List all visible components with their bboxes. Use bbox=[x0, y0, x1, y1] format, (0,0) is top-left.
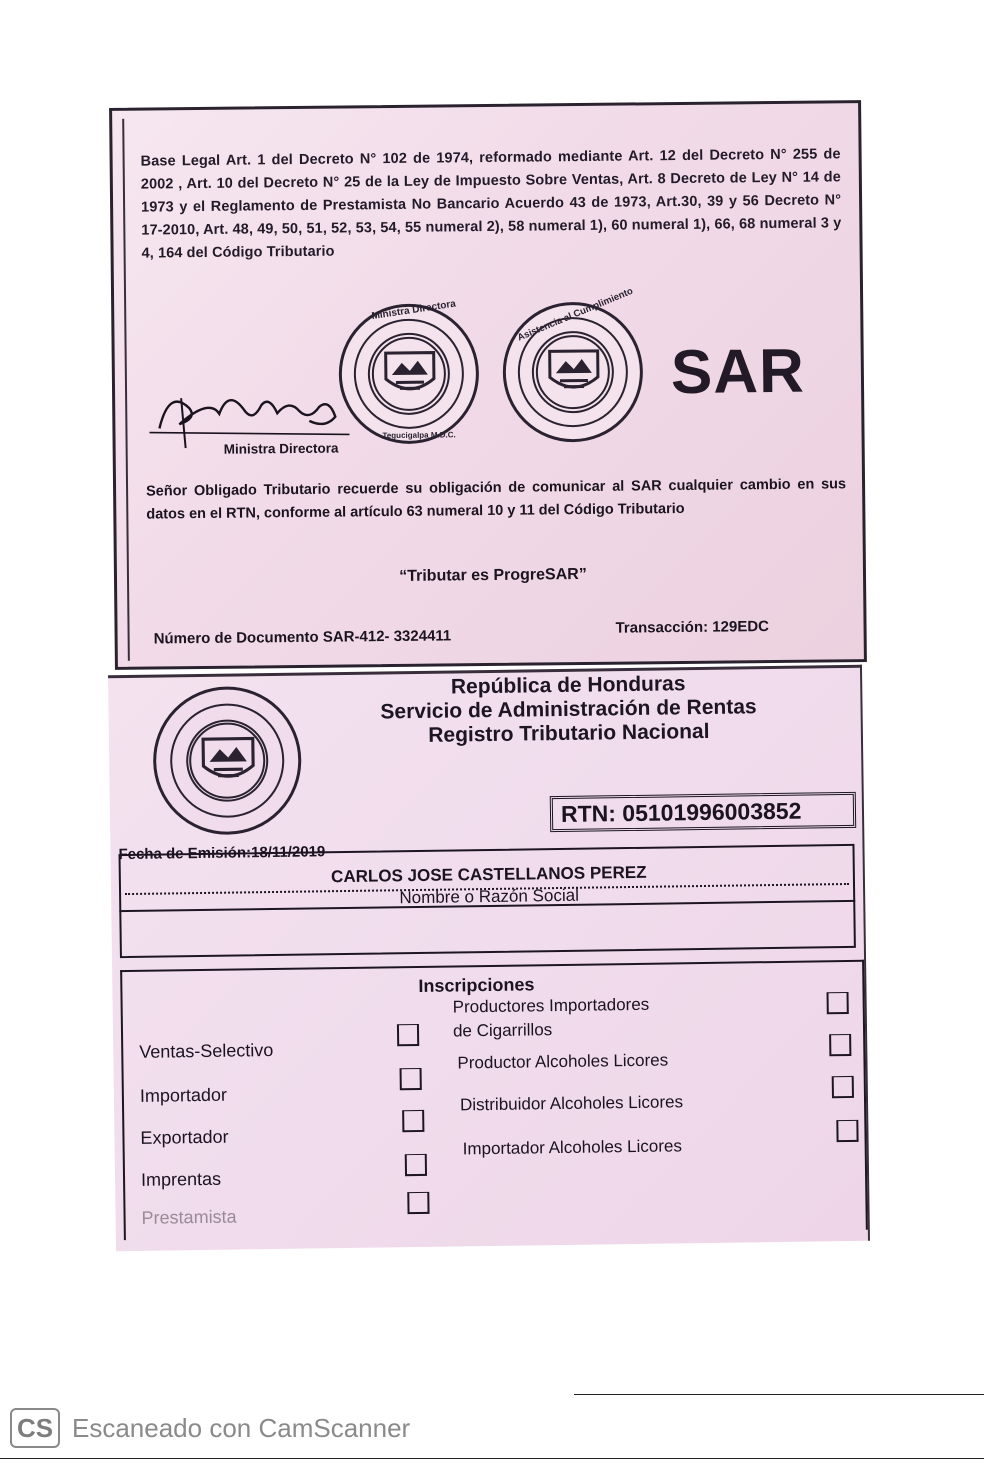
inscription-label: Productores Importadores de Cigarrillos bbox=[452, 994, 650, 1041]
seal-left-bottom-text: Tegucigalpa M.D.C. bbox=[382, 430, 456, 441]
inscription-label: Imprentas bbox=[140, 1168, 222, 1190]
inscriptions-title: Inscripciones bbox=[418, 974, 535, 996]
inscription-label: Distribuidor Alcoholes Licores bbox=[459, 1092, 684, 1115]
rtn-number-box: RTN: 05101996003852 bbox=[550, 792, 856, 832]
inscription-checkbox[interactable] bbox=[405, 1154, 427, 1176]
inscription-label: Exportador bbox=[140, 1126, 229, 1148]
coat-of-arms-emblem bbox=[367, 332, 450, 415]
coat-of-arms-emblem bbox=[531, 331, 614, 414]
inscription-checkbox[interactable] bbox=[829, 1034, 851, 1056]
camscanner-logo: CS bbox=[10, 1408, 60, 1448]
inscription-checkbox[interactable] bbox=[836, 1120, 858, 1142]
sar-institution-seal bbox=[152, 686, 302, 836]
inscription-label: Prestamista bbox=[141, 1206, 237, 1228]
transaction-code: Transacción: 129EDC bbox=[615, 618, 770, 637]
inscription-label: Productor Alcoholes Licores bbox=[457, 1050, 669, 1073]
rtn-card-back bbox=[109, 100, 867, 670]
legal-basis-text: Base Legal Art. 1 del Decreto N° 102 de 1974, reformado mediante Art. 12 del Decreto N° 255 de 2002 , Art. 10 del Decreto N° 25 de la Ley de Impuesto Sobre Ventas, Art. 8 Decreto de Ley N° 14 de 1973 y el Reglamento de Prestamista No Bancario Acuerdo 43 de 1973, Art.30, 39 y 56 Decreto N° 17-2010, Art. 48, 49, 50, 51, 52, 53, 54, 55 numeral 2), 58 numeral 1), 60 numeral 1), 66, 68 numeral 3 y 4, 164 del Código Tributario bbox=[140, 146, 842, 262]
seal-left-top-text: Ministra Directora bbox=[370, 298, 457, 323]
scan-rule-bottom bbox=[0, 1458, 984, 1459]
inscriptions-section bbox=[120, 960, 868, 1240]
header-registry: Registro Tributario Nacional bbox=[428, 719, 710, 747]
header-agency: Servicio de Administración de Rentas bbox=[380, 695, 757, 724]
signature-image bbox=[149, 376, 360, 448]
slogan: “Tributar es ProgreSAR” bbox=[399, 565, 587, 585]
document-number: Número de Documento SAR-412- 3324411 bbox=[153, 627, 452, 648]
seal-right-top-text: Asistencia al Cumplimiento bbox=[515, 285, 635, 344]
inscription-checkbox[interactable] bbox=[400, 1068, 422, 1090]
taxpayer-name: CARLOS JOSE CASTELLANOS PEREZ bbox=[330, 862, 647, 887]
inscription-label: Importador bbox=[139, 1084, 228, 1106]
asistencia-cumplimiento-seal bbox=[502, 285, 643, 442]
sar-logo: SAR bbox=[670, 336, 806, 408]
name-section bbox=[119, 844, 856, 958]
inscription-checkbox[interactable] bbox=[827, 992, 849, 1014]
inscription-checkbox[interactable] bbox=[402, 1110, 424, 1132]
camscanner-watermark: Escaneado con CamScanner bbox=[72, 1413, 411, 1443]
taxpayer-notice: Señor Obligado Tributario recuerde su obligación de comunicar al SAR cualquier cambio en sus datos en el RTN, conforme al artículo 63 numeral 10 y 11 del Código Tributario bbox=[146, 476, 847, 523]
emission-date: Fecha de Emisión:18/11/2019 bbox=[118, 843, 326, 864]
name-label: Nombre o Razón Social bbox=[399, 885, 580, 908]
inscription-checkbox[interactable] bbox=[397, 1024, 419, 1046]
inscription-checkbox[interactable] bbox=[407, 1192, 429, 1214]
inscription-checkbox[interactable] bbox=[832, 1076, 854, 1098]
rtn-card-front bbox=[108, 665, 870, 1251]
scan-rule-right bbox=[574, 1394, 984, 1395]
header-country: República de Honduras bbox=[450, 672, 686, 699]
inscription-label: Importador Alcoholes Licores bbox=[462, 1136, 683, 1159]
inscription-label: Ventas-Selectivo bbox=[139, 1040, 274, 1062]
signature-caption: Ministra Directora bbox=[223, 440, 339, 457]
